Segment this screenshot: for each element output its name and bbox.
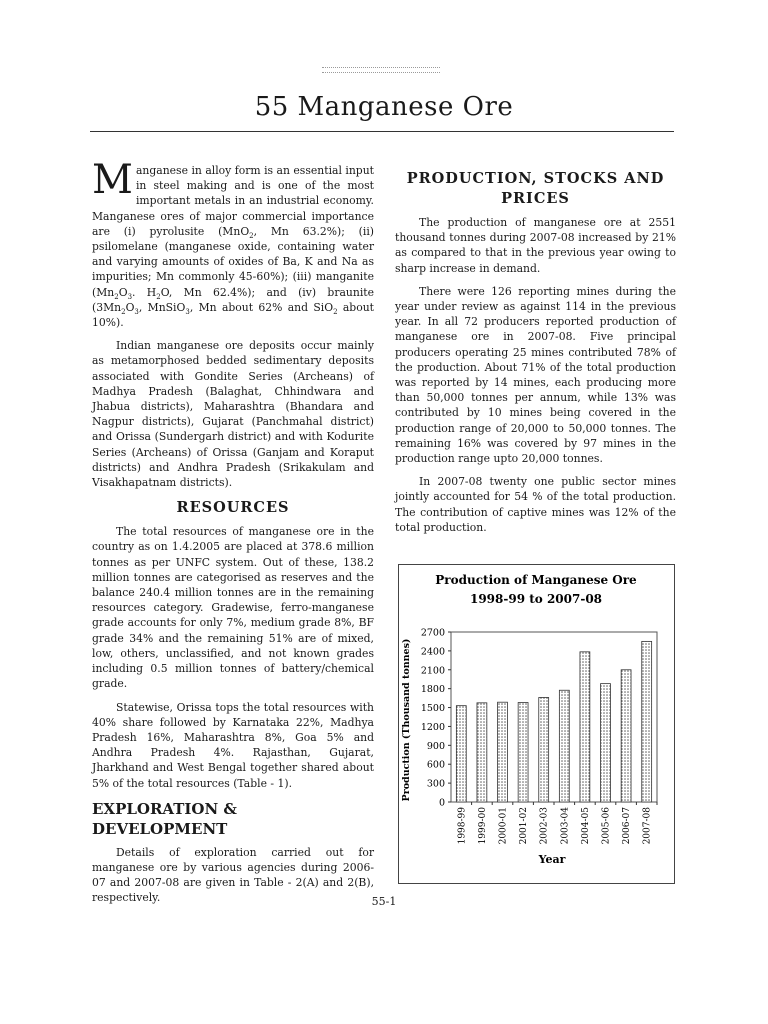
x-tick-label: 2005-06	[601, 807, 612, 845]
y-tick-label: 1200	[420, 721, 445, 733]
bar	[621, 670, 631, 802]
x-tick-label: 2002-03	[539, 807, 550, 845]
resources-paragraph-2: Statewise, Orissa tops the total resources with 40% share followed by Karnataka 22%, Madhya Pradesh 16%, Maharashtra 8%, Goa 5% and Andhra Pradesh 4%. Rajasthan, Gujarat, Jharkhand and West Bengal together shared about 5% of the total resources (Table - 1).	[92, 700, 374, 790]
resources-paragraph-1: The total resources of manganese ore in the country as on 1.4.2005 are placed at 378.6 million tonnes as per UNFC system. Out of these, 138.2 million tonnes are categorised as reserves and the balance 240.4 million tonnes are in the remaining resources category. Gradewise, ferro-manganese grade accounts for only 7%, medium grade 8%, BF grade 34% and the remaining 51% are of mixed, low, others, unclassified, and not known grades including 0.5 million tonnes of battery/chemical grade.	[92, 525, 374, 691]
y-tick-label: 1500	[420, 703, 445, 715]
y-tick-label: 600	[426, 759, 445, 771]
production-paragraph-1: The production of manganese ore at 2551 thousand tonnes during 2007-08 increased by 21% as compared to that in the previous year owing to sharp increase in demand.	[395, 216, 676, 275]
production-paragraph-2: There were 126 reporting mines during the year under review as against 114 in the previous year. In all 72 producers reported production of manganese ore in 2007-08. Five principal producers operating 25 mines contributed 78% of the production. About 71% of the total production was reported by 14 mines, each producing more than 50,000 tonnes per annum, while 13% was contributed by 10 mines being covered in the production range of 20,000 to 50,000 tonnes. The remaining 16% was covered by 97 mines in the production range upto 20,000 tonnes.	[395, 284, 676, 466]
x-tick-label: 2007-08	[642, 807, 653, 845]
bar	[539, 697, 549, 802]
x-axis-label: Year	[538, 853, 566, 866]
resources-heading: RESOURCES	[176, 499, 290, 517]
x-tick-label: 2000-01	[498, 807, 509, 845]
title-rule	[90, 131, 674, 132]
chart-title: Production of Manganese Ore	[435, 573, 637, 587]
bar	[642, 641, 652, 802]
bar	[498, 702, 508, 802]
page-number: 55-1	[371, 895, 397, 908]
y-tick-label: 2700	[420, 627, 445, 639]
left-column	[92, 157, 375, 914]
drop-cap: M	[92, 157, 133, 203]
production-heading: PRODUCTION, STOCKS AND PRICES	[406, 170, 665, 207]
x-tick-label: 1998-99	[457, 807, 468, 845]
y-tick-label: 0	[438, 797, 445, 809]
y-tick-label: 2100	[420, 665, 445, 677]
header-decoration	[322, 67, 440, 73]
y-tick-label: 300	[426, 778, 445, 790]
exploration-paragraph: Details of exploration carried out for manganese ore by various agencies during 2006-07 and 2007-08 are given in Table - 2(A) and 2(B), respectively.	[92, 845, 374, 905]
intro-paragraph: Manganese in alloy form is an essential input in steel making and is one of the most important metals in an industrial economy. Manganese ores of major commercial importance are (i) pyrolusite (MnO$_2$, Mn 63.2%); (ii) psilomelane (manganese oxide, containing water and varying amounts of oxides of Ba, K and Na as impurities; Mn commonly 45-60%); (iii) manganite ($Mn_2O_3$. $H_2O$, Mn 62.4%); and (iv) braunite ($3Mn_2O_3$, MnSiO$_3$, Mn about 62% and SiO$_2$ about 10%).	[92, 157, 375, 330]
bar	[456, 706, 466, 802]
chart-svg	[399, 565, 674, 883]
bar	[601, 684, 611, 802]
plot-area	[421, 628, 657, 845]
x-tick-label: 2001-02	[519, 807, 530, 845]
right-column	[395, 165, 676, 543]
deposits-paragraph: Indian manganese ore deposits occur mainly as metamorphosed bedded sedimentary deposits associated with Gondite Series (Archeans) of Madhya Pradesh (Balaghat, Chhindwara and Jhabua districts), Maharashtra (Bhandara and Nagpur districts), Gujarat (Panchmahal district) and Orissa (Sundergarh district) and with Kodurite Series (Archeans) of Orissa (Ganjam and Koraput districts) and Andhra Pradesh (Srikakulam and Visakhapatnam districts).	[92, 339, 374, 490]
x-tick-label: 2004-05	[580, 807, 591, 845]
x-tick-label: 1999-00	[477, 807, 488, 845]
bar	[518, 703, 528, 802]
y-tick-label: 1800	[420, 684, 445, 696]
x-tick-label: 2003-04	[560, 807, 571, 845]
x-tick-label: 2006-07	[622, 807, 633, 845]
y-tick-label: 2400	[420, 646, 445, 658]
bar	[477, 703, 487, 802]
y-tick-label: 900	[426, 740, 445, 752]
production-chart	[398, 564, 675, 884]
bar	[580, 652, 590, 802]
chapter-title: 55 Manganese Ore	[254, 92, 514, 122]
exploration-heading: EXPLORATION & DEVELOPMENT	[92, 799, 237, 838]
chart-subtitle: 1998-99 to 2007-08	[469, 592, 603, 606]
production-paragraph-3: In 2007-08 twenty one public sector mines jointly accounted for 54 % of the total production. The contribution of captive mines was 12% of the total production.	[395, 475, 676, 534]
y-axis-label: Production (Thousand tonnes)	[401, 638, 412, 802]
bar	[559, 690, 569, 802]
